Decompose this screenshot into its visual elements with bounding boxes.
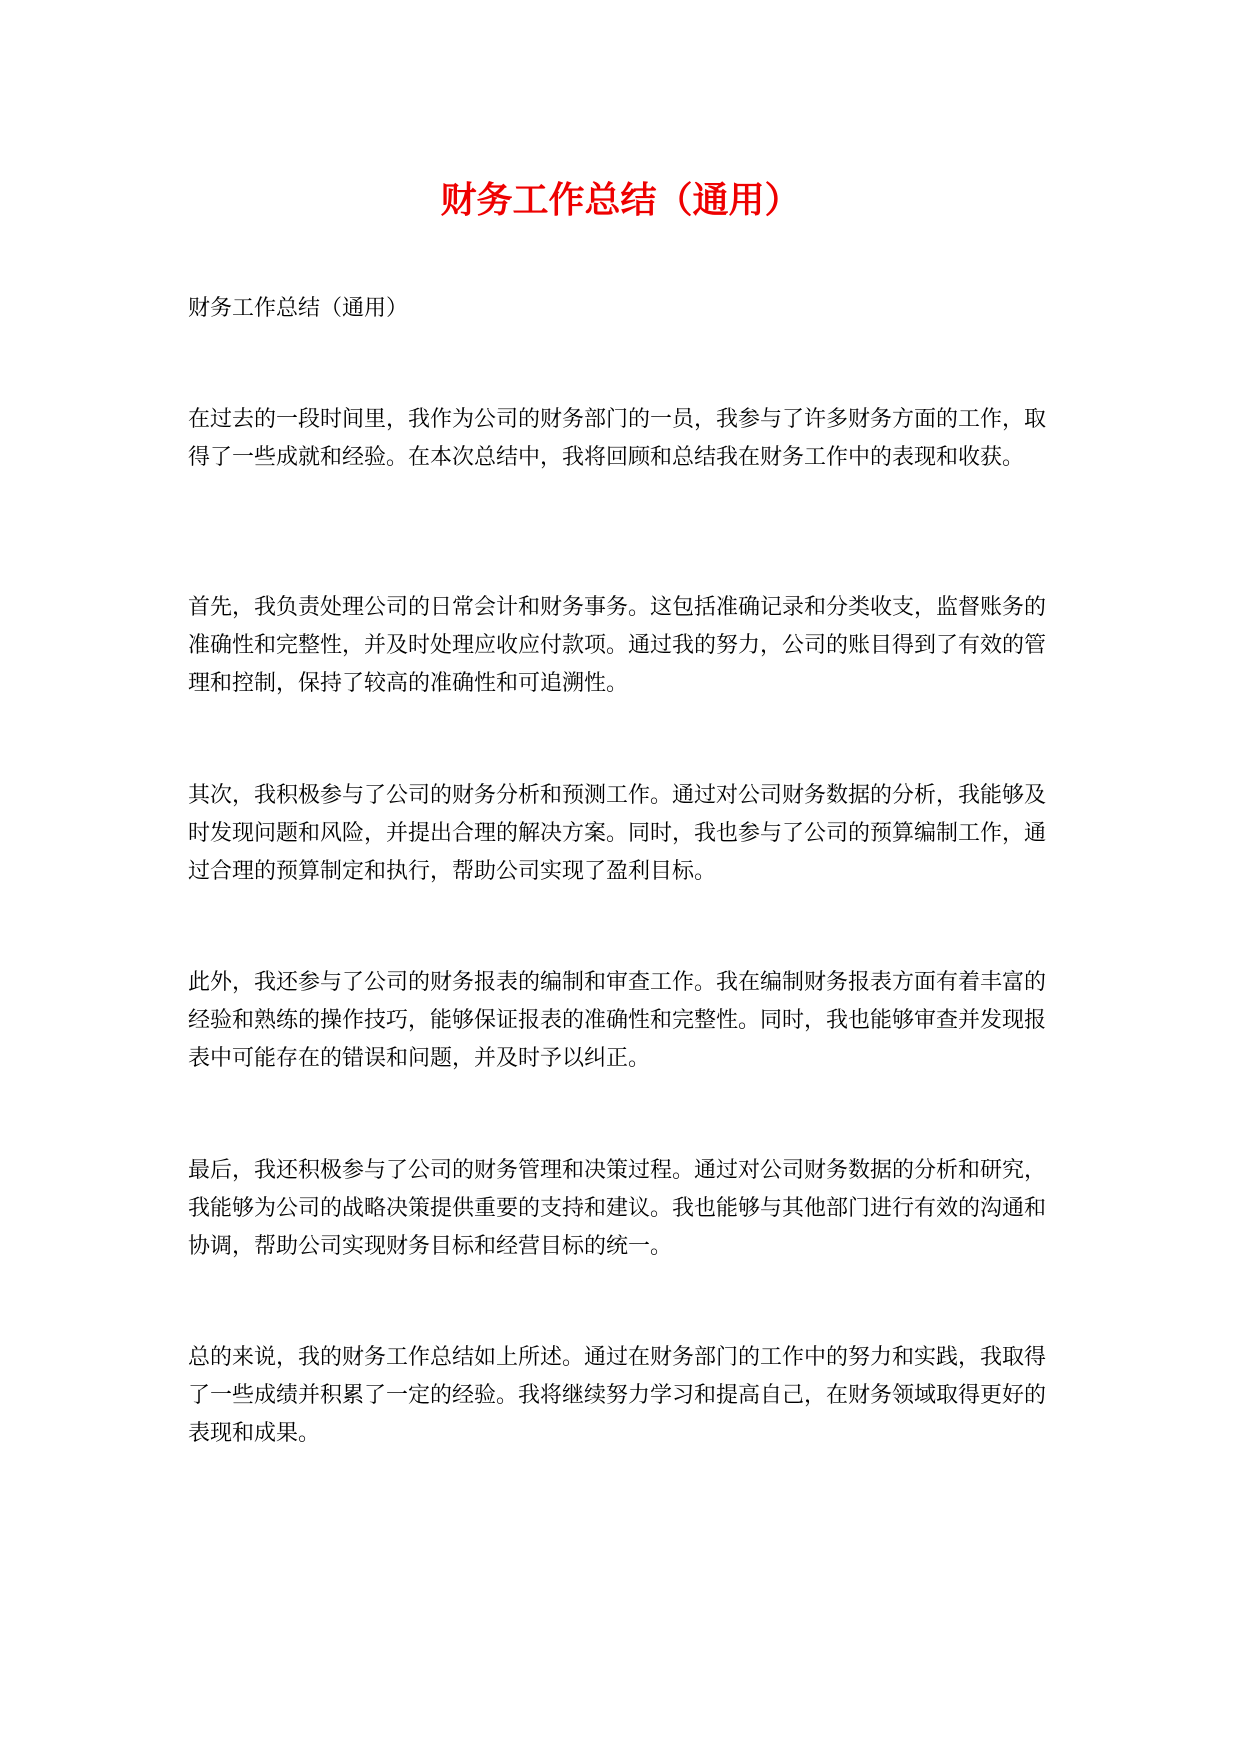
document-title: 财务工作总结（通用） [440, 180, 801, 221]
paragraph-finally: 最后，我还积极参与了公司的财务管理和决策过程。通过对公司财务数据的分析和研究，我能够为公司的战略决策提供重要的支持和建议。我也能够与其他部门进行有效的沟通和协调，帮助公司实现财务目标和经营目标的统一。 [188, 1158, 1047, 1259]
paragraph-additionally: 此外，我还参与了公司的财务报表的编制和审查工作。我在编制财务报表方面有着丰富的经验和熟练的操作技巧，能够保证报表的准确性和完整性。同时，我也能够审查并发现报表中可能存在的错误和问题，并及时予以纠正。 [188, 970, 1047, 1071]
paragraph-conclusion: 总的来说，我的财务工作总结如上所述。通过在财务部门的工作中的努力和实践，我取得了一些成绩并积累了一定的经验。我将继续努力学习和提高自己，在财务领域取得更好的表现和成果。 [188, 1345, 1047, 1446]
document-subtitle: 财务工作总结（通用） [188, 296, 409, 321]
paragraph-first: 首先，我负责处理公司的日常会计和财务事务。这包括准确记录和分类收支，监督账务的准确性和完整性，并及时处理应收应付款项。通过我的努力，公司的账目得到了有效的管理和控制，保持了较高的准确性和可追溯性。 [188, 595, 1047, 696]
paragraph-second: 其次，我积极参与了公司的财务分析和预测工作。通过对公司财务数据的分析，我能够及时发现问题和风险，并提出合理的解决方案。同时，我也参与了公司的预算编制工作，通过合理的预算制定和执行，帮助公司实现了盈利目标。 [188, 783, 1047, 884]
paragraph-intro: 在过去的一段时间里，我作为公司的财务部门的一员，我参与了许多财务方面的工作，取得了一些成就和经验。在本次总结中，我将回顾和总结我在财务工作中的表现和收获。 [188, 407, 1047, 470]
